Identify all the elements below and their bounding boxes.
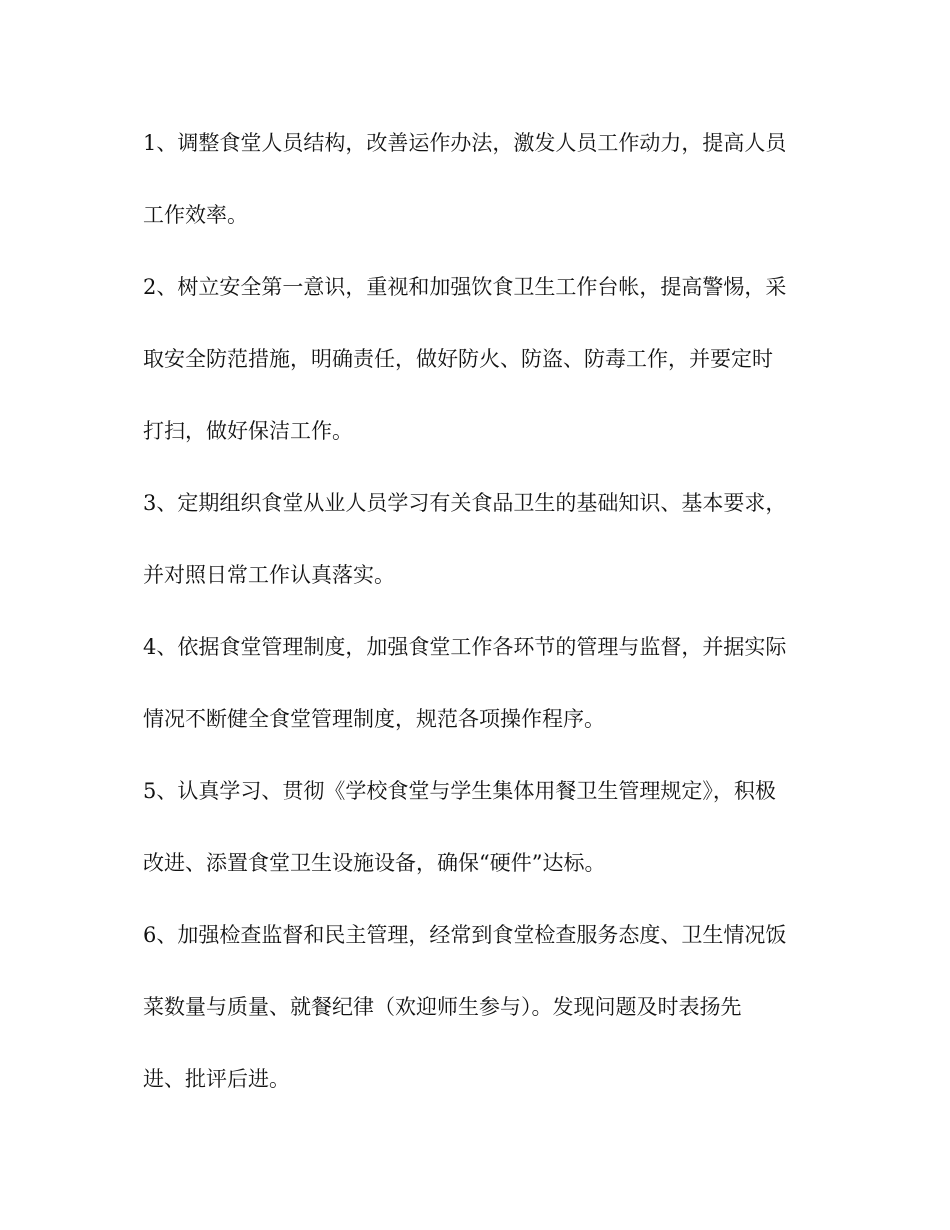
text-line: 3、定期组织食堂从业人员学习有关食品卫生的基础知识、基本要求， bbox=[143, 491, 787, 515]
text-line: 进、批评后进。 bbox=[143, 1067, 290, 1091]
text-line: 5、认真学习、贯彻《学校食堂与学生集体用餐卫生管理规定》，积极 bbox=[143, 779, 776, 803]
text-line: 1、调整食堂人员结构，改善运作办法，激发人员工作动力，提高人员 bbox=[143, 131, 787, 155]
text-line: 4、依据食堂管理制度，加强食堂工作各环节的管理与监督，并据实际 bbox=[143, 635, 787, 659]
text-line: 并对照日常工作认真落实。 bbox=[143, 563, 395, 587]
text-line: 6、加强检查监督和民主管理，经常到食堂检查服务态度、卫生情况饭 bbox=[143, 923, 787, 947]
document-body bbox=[143, 118, 807, 1126]
text-line: 情况不断健全食堂管理制度，规范各项操作程序。 bbox=[143, 707, 605, 731]
text-line: 改进、添置食堂卫生设施设备，确保“硬件”达标。 bbox=[143, 851, 606, 875]
text-line: 打扫，做好保洁工作。 bbox=[143, 419, 353, 443]
text-line: 2、树立安全第一意识，重视和加强饮食卫生工作台帐，提高警惕，采 bbox=[143, 275, 787, 299]
text-line: 菜数量与质量、就餐纪律（欢迎师生参与）。发现问题及时表扬先 bbox=[143, 995, 742, 1019]
text-line: 取安全防范措施，明确责任，做好防火、防盗、防毒工作，并要定时 bbox=[143, 347, 773, 371]
text-line: 工作效率。 bbox=[143, 203, 248, 227]
